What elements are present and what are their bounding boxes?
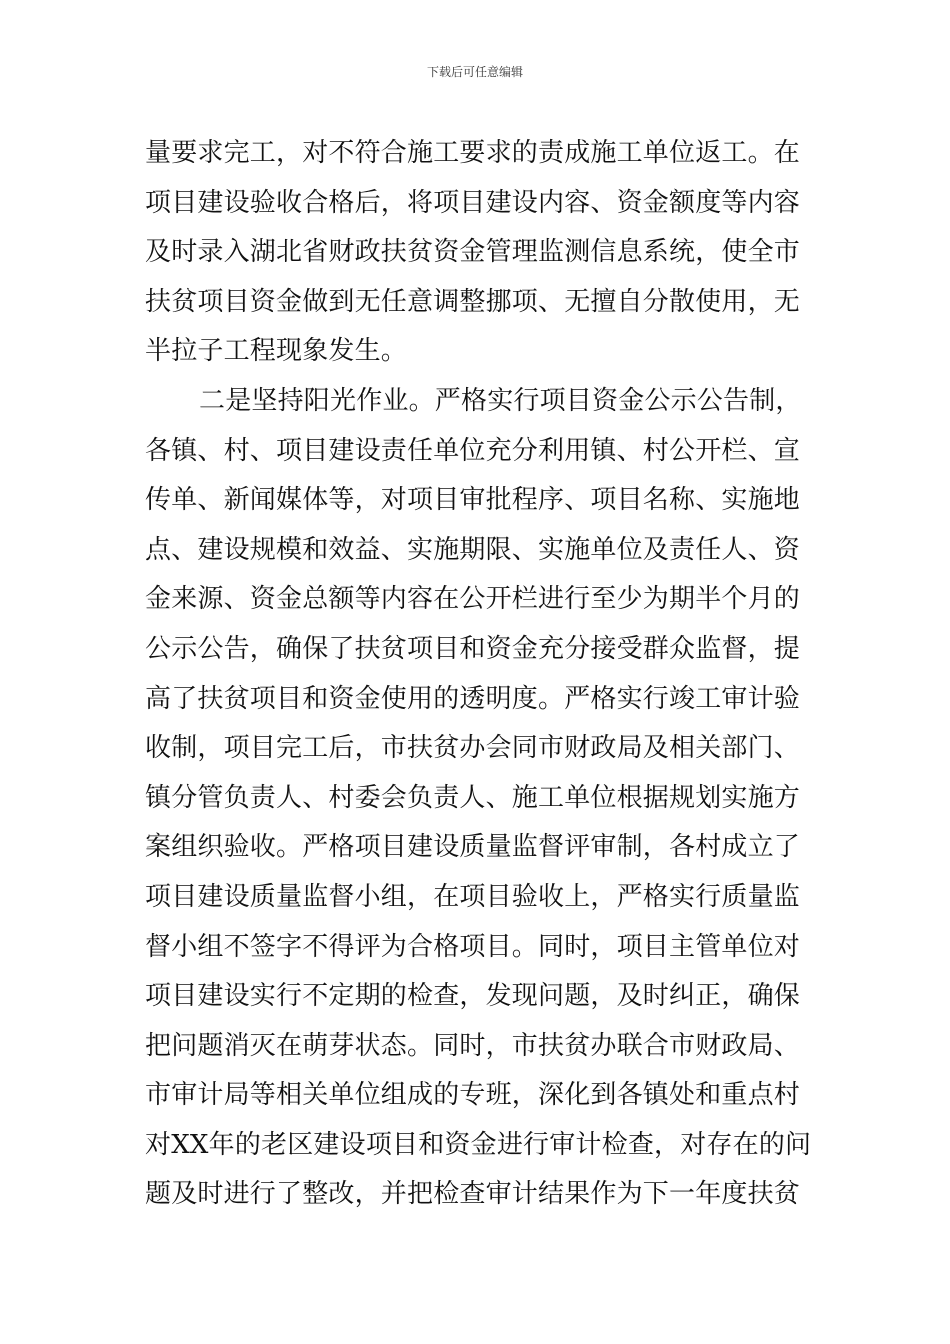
- text-line: 市审计局等相关单位组成的专班，深化到各镇处和重点村: [145, 1080, 801, 1111]
- page-header-note: 下载后可任意编辑: [426, 65, 523, 79]
- text-line: 各镇、村、项目建设责任单位充分利用镇、村公开栏、宣: [145, 435, 801, 466]
- text-line: 对XX年的老区建设项目和资金进行审计检查，对存在的问: [145, 1129, 812, 1160]
- text-line: 及时录入湖北省财政扶贫资金管理监测信息系统，使全市: [145, 237, 801, 268]
- text-line: 题及时进行了整改，并把检查审计结果作为下一年度扶贫: [145, 1179, 801, 1210]
- text-line: 传单、新闻媒体等，对项目审批程序、项目名称、实施地: [145, 485, 801, 516]
- text-line: 督小组不签字不得评为合格项目。同时，项目主管单位对: [145, 931, 801, 962]
- text-line: 扶贫项目资金做到无任意调整挪项、无擅自分散使用，无: [145, 286, 801, 317]
- text-line: 项目建设质量监督小组，在项目验收上，严格实行质量监: [145, 881, 801, 912]
- text-line: 把问题消灭在萌芽状态。同时，市扶贫办联合市财政局、: [145, 1030, 801, 1061]
- text-line: 公示公告，确保了扶贫项目和资金充分接受群众监督，提: [145, 633, 801, 664]
- text-line: 收制，项目完工后，市扶贫办会同市财政局及相关部门、: [145, 733, 801, 764]
- text-line: 半拉子工程现象发生。: [145, 336, 408, 367]
- text-line: 高了扶贫项目和资金使用的透明度。严格实行竣工审计验: [145, 683, 801, 714]
- text-line: 金来源、资金总额等内容在公开栏进行至少为期半个月的: [145, 584, 801, 615]
- text-line: 项目建设实行不定期的检查，发现问题，及时纠正，确保: [145, 981, 801, 1012]
- text-line: 点、建设规模和效益、实施期限、实施单位及责任人、资: [145, 534, 801, 565]
- text-line: 量要求完工，对不符合施工要求的责成施工单位返工。在: [145, 138, 801, 168]
- text-line: 项目建设验收合格后，将项目建设内容、资金额度等内容: [145, 187, 801, 218]
- text-line: 镇分管负责人、村委会负责人、施工单位根据规划实施方: [145, 782, 801, 813]
- paragraph-first-line: 二是坚持阳光作业。严格实行项目资金公示公告制，: [199, 385, 802, 416]
- body-text: [145, 129, 812, 1220]
- text-line: 案组织验收。严格项目建设质量监督评审制，各村成立了: [145, 832, 801, 863]
